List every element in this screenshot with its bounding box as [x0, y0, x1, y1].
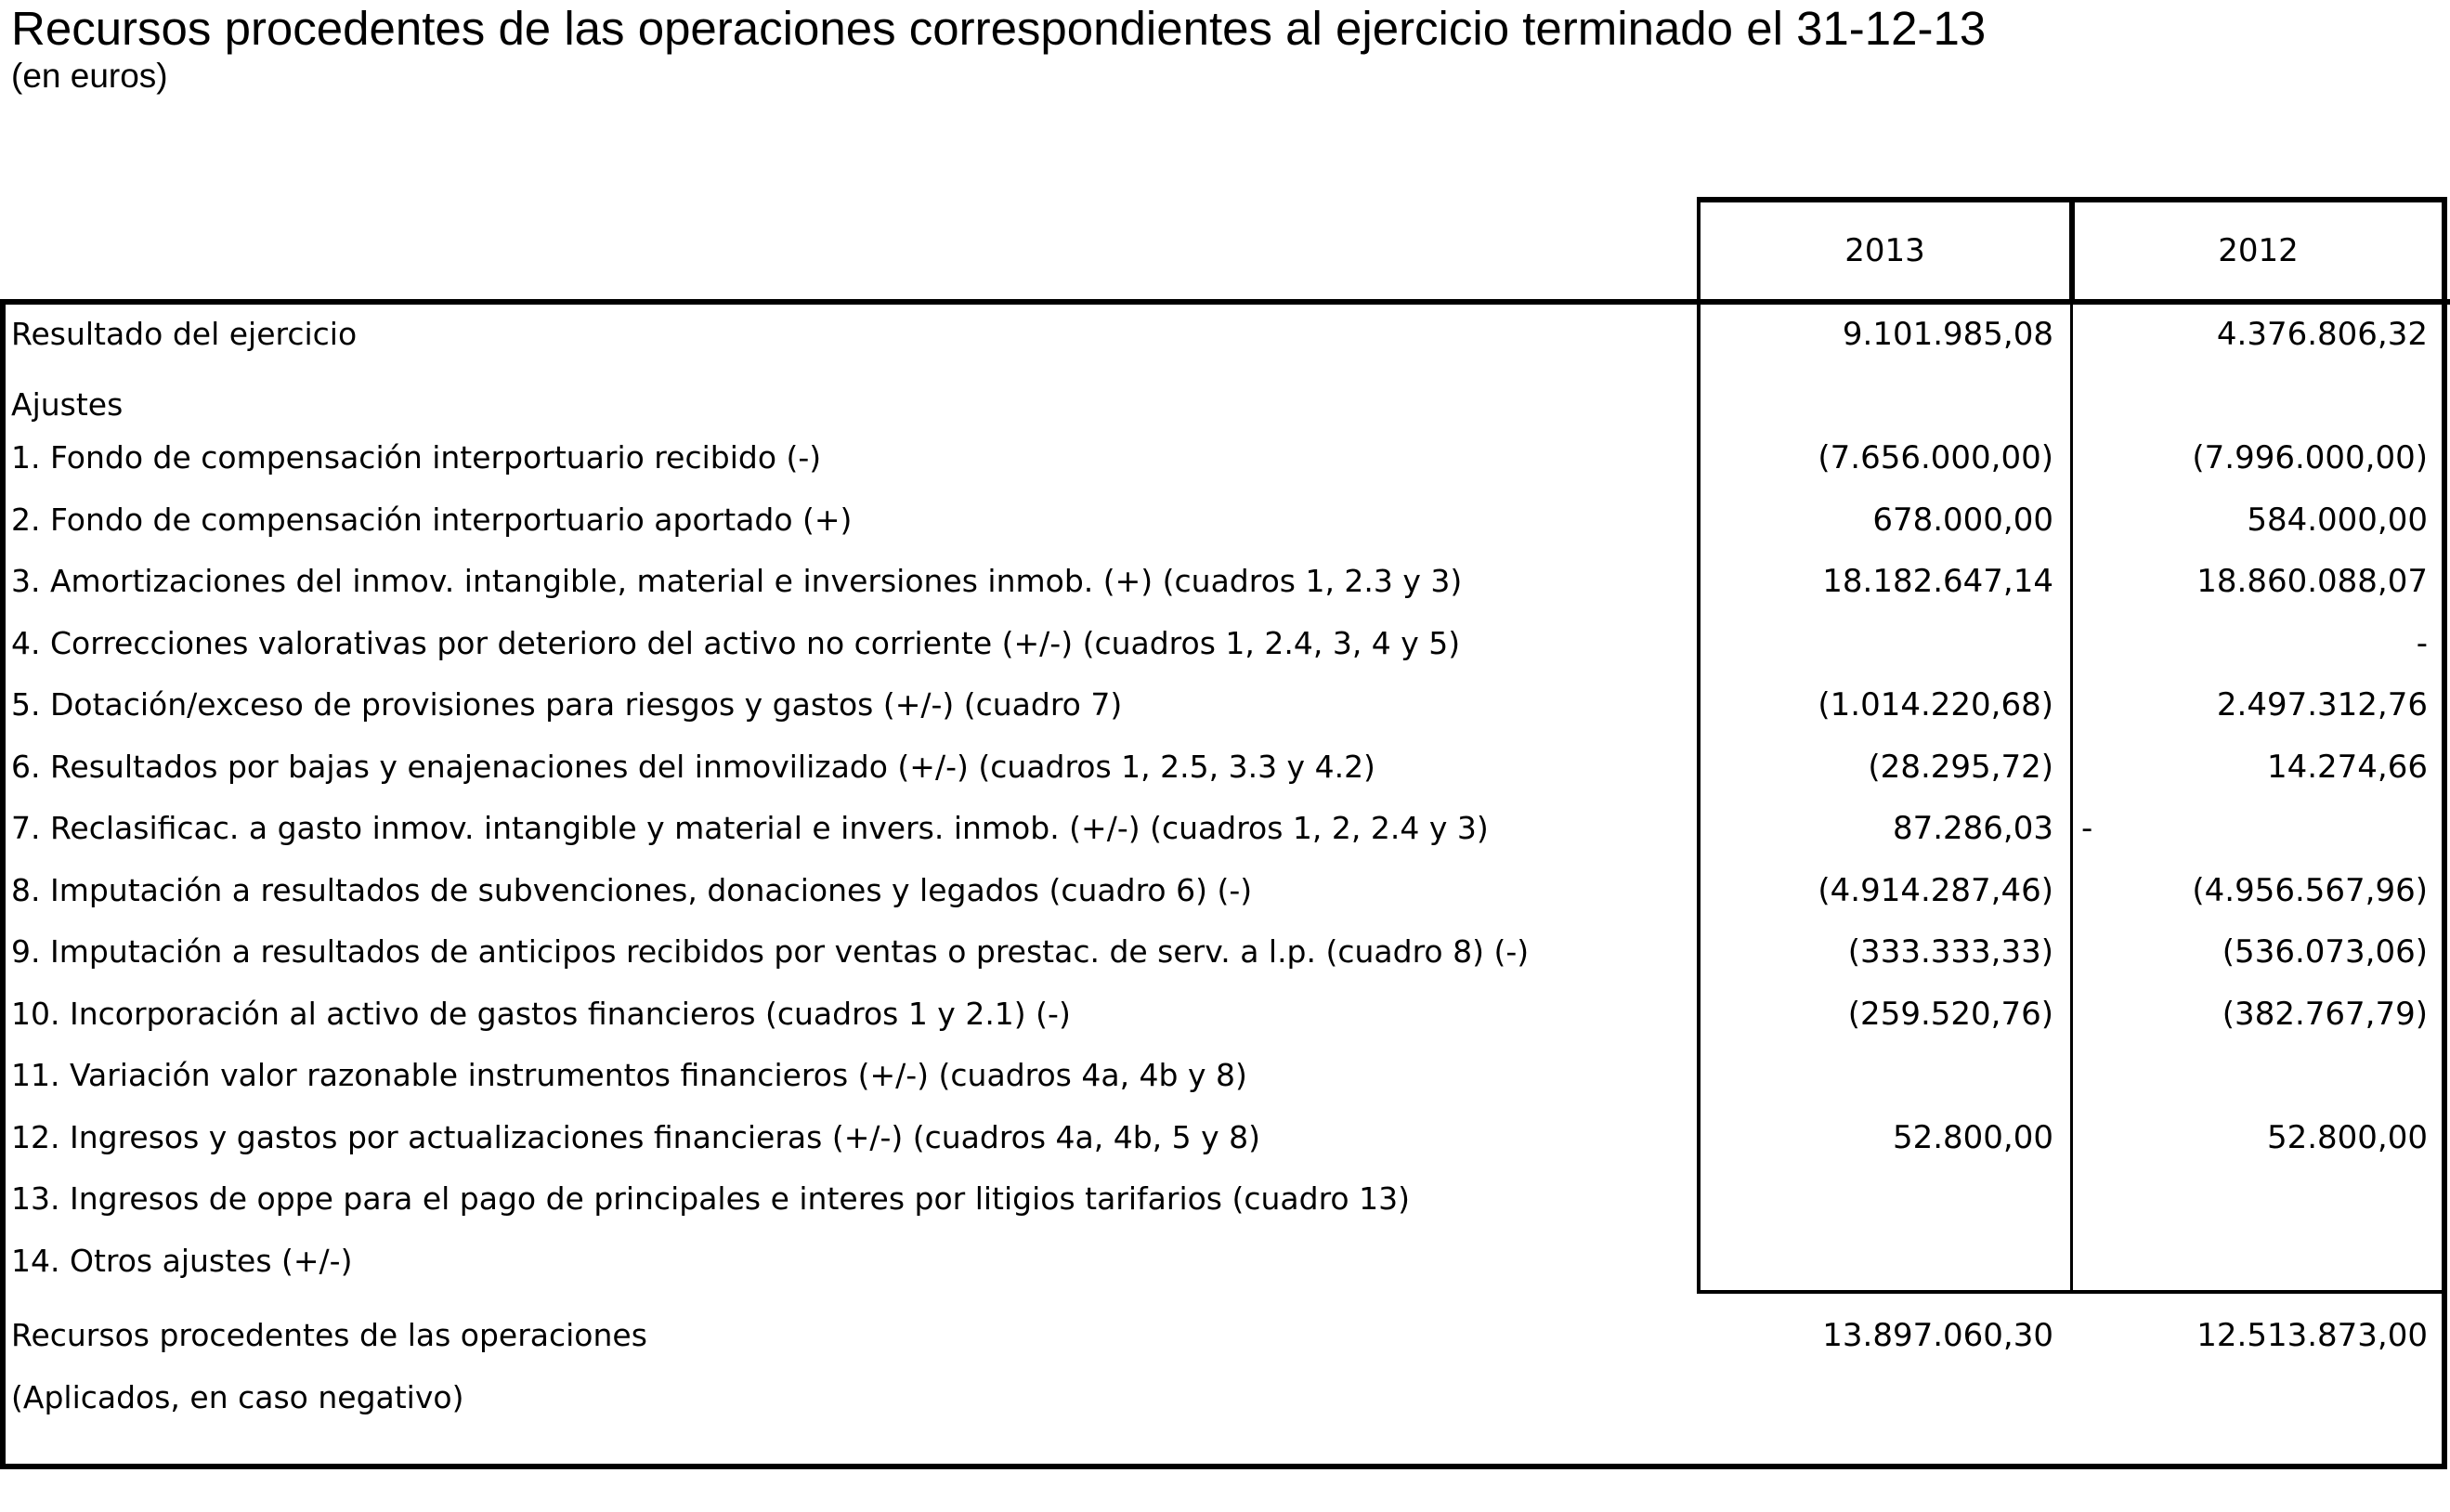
value-2013: 18.182.647,14	[1822, 563, 2053, 600]
value-2012: (382.767,79)	[2222, 996, 2428, 1033]
value-2012: 584.000,00	[2247, 502, 2428, 539]
table-row	[0, 798, 2450, 859]
table-row	[0, 427, 2450, 489]
table-row	[0, 1168, 2450, 1230]
page-subtitle: (en euros)	[11, 57, 168, 95]
value-2013: 678.000,00	[1872, 502, 2053, 539]
table-row	[0, 860, 2450, 921]
value-2013: 52.800,00	[1892, 1119, 2053, 1156]
row-label: 8. Imputación a resultados de subvenciones, donaciones y legados (cuadro 6) (-)	[11, 872, 1253, 908]
table-row	[0, 674, 2450, 736]
value-2012: -	[2081, 810, 2093, 847]
row-label: 14. Otros ajustes (+/-)	[11, 1243, 353, 1279]
value-2012: (536.073,06)	[2222, 933, 2428, 971]
value-2013	[1701, 613, 2053, 674]
note-label: (Aplicados, en caso negativo)	[11, 1379, 464, 1415]
table-row	[0, 1231, 2450, 1292]
value-2013: (259.520,76)	[1847, 996, 2053, 1033]
value-2012: 52.800,00	[2266, 1119, 2428, 1156]
total-label: Recursos procedentes de las operaciones	[11, 1317, 647, 1353]
value-2012: 18.860.088,07	[2196, 563, 2428, 600]
value-2013: (7.656.000,00)	[1818, 439, 2053, 476]
value-2013: 9.101.985,08	[1842, 316, 2053, 353]
value-2013: (28.295,72)	[1868, 749, 2053, 786]
value-2013: (4.914.287,46)	[1818, 872, 2053, 909]
total-value-2012: 12.513.873,00	[2196, 1317, 2428, 1354]
row-label: 2. Fondo de compensación interportuario aportado (+)	[11, 502, 853, 538]
value-2012: 14.274,66	[2266, 749, 2428, 786]
column-header-2012: 2012	[2218, 232, 2299, 269]
value-2012: (7.996.000,00)	[2192, 439, 2428, 476]
value-2013: 87.286,03	[1892, 810, 2053, 847]
row-label: 9. Imputación a resultados de anticipos recibidos por ventas o prestac. de serv. a l.p. (cuadro 8) (-)	[11, 933, 1530, 970]
table-row	[0, 1107, 2450, 1168]
value-2013: (333.333,33)	[1847, 933, 2053, 971]
value-2012: 4.376.806,32	[2216, 316, 2428, 353]
column-header-2013: 2013	[1844, 232, 1925, 269]
total-row	[0, 1305, 2450, 1366]
value-2013: (1.014.220,68)	[1818, 686, 2053, 723]
table-row	[0, 984, 2450, 1045]
table-row	[0, 736, 2450, 798]
table-row	[0, 551, 2450, 612]
row-label: 5. Dotación/exceso de provisiones para riesgos y gastos (+/-) (cuadro 7)	[11, 686, 1123, 723]
value-2012: 2.497.312,76	[2216, 686, 2428, 723]
table-row	[0, 304, 2450, 365]
row-label: 6. Resultados por bajas y enajenaciones del inmovilizado (+/-) (cuadros 1, 2.5, 3.3 y 4.2)	[11, 749, 1375, 785]
row-label: 12. Ingresos y gastos por actualizaciones financieras (+/-) (cuadros 4a, 4b, 5 y 8)	[11, 1119, 1261, 1155]
row-label: 10. Incorporación al activo de gastos financieros (cuadros 1 y 2.1) (-)	[11, 996, 1071, 1032]
table-row	[0, 921, 2450, 983]
row-label: Resultado del ejercicio	[11, 316, 358, 352]
row-label: 11. Variación valor razonable instrumentos financieros (+/-) (cuadros 4a, 4b y 8)	[11, 1057, 1247, 1093]
row-label: 4. Correcciones valorativas por deterioro del activo no corriente (+/-) (cuadros 1, 2.4, 3, 4 y 5)	[11, 625, 1461, 661]
row-label: 3. Amortizaciones del inmov. intangible, material e inversiones inmob. (+) (cuadros 1, 2.3 y 3)	[11, 563, 1463, 599]
note-row	[0, 1367, 2450, 1428]
page-title: Recursos procedentes de las operaciones correspondientes al ejercicio terminado el 31-12-13	[11, 2, 1987, 55]
row-label: 7. Reclasificac. a gasto inmov. intangible y material e invers. inmob. (+/-) (cuadros 1, 2, 2.4 y 3)	[11, 810, 1489, 846]
table-row	[0, 613, 2450, 674]
value-2012: -	[2416, 625, 2428, 662]
value-2012: (4.956.567,96)	[2192, 872, 2428, 909]
row-label: 1. Fondo de compensación interportuario recibido (-)	[11, 439, 822, 476]
row-label: Ajustes	[11, 386, 124, 423]
total-value-2013: 13.897.060,30	[1822, 1317, 2053, 1354]
table-bottom-border	[0, 1464, 2447, 1469]
table-row	[0, 1045, 2450, 1106]
table-row	[0, 489, 2450, 551]
row-label: 13. Ingresos de oppe para el pago de principales e interes por litigios tarifarios (cuadro 13)	[11, 1180, 1410, 1217]
